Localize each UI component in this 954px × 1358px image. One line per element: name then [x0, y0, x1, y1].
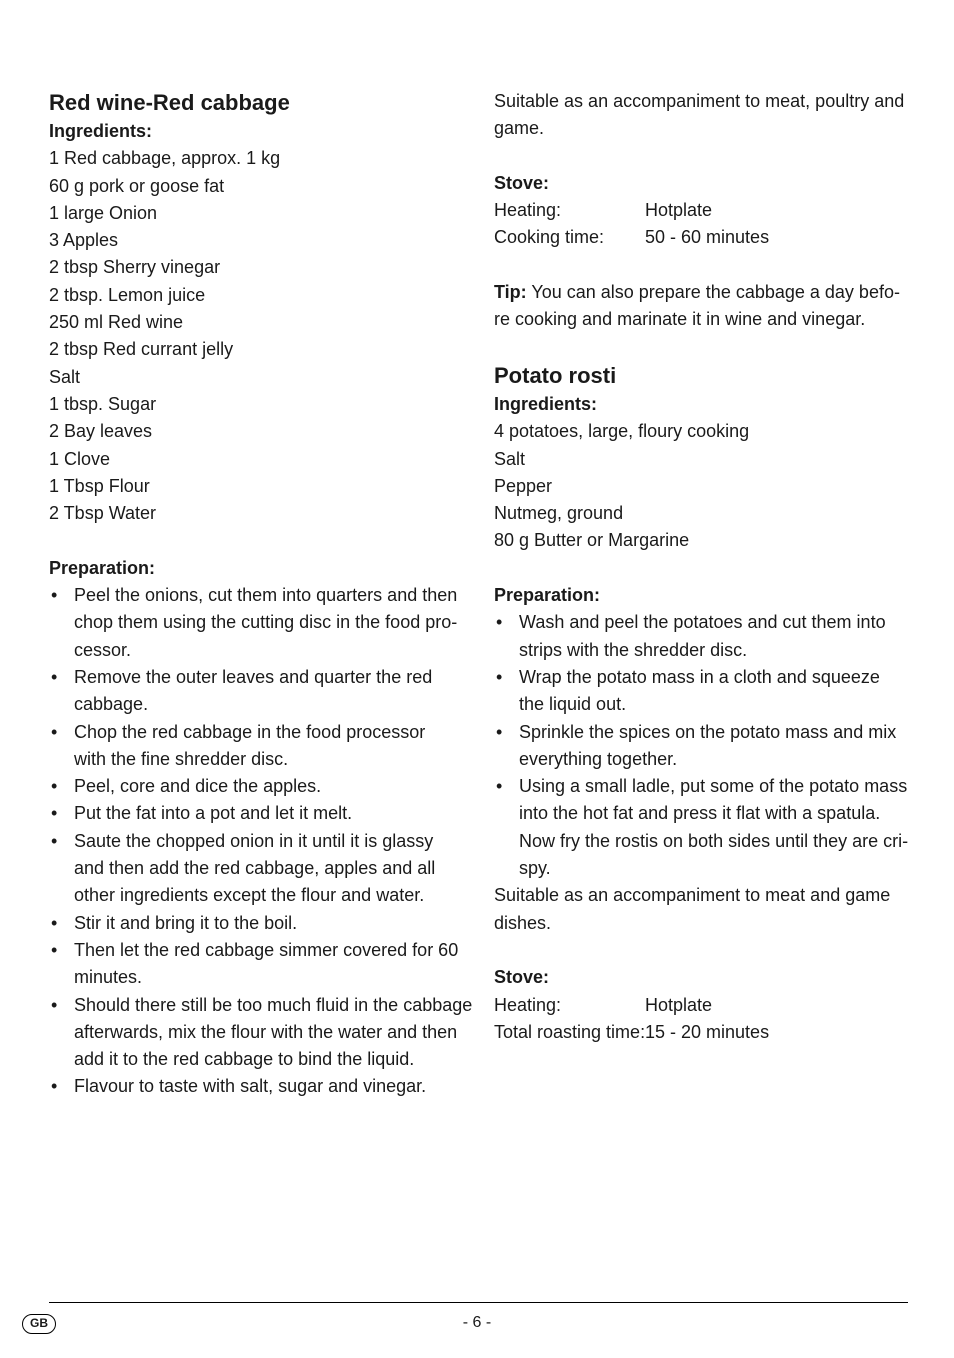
step-text-line: and then add the red cabbage, apples and all: [74, 858, 436, 879]
stove-value: Hotplate: [645, 200, 713, 221]
footer-divider: [49, 1302, 908, 1303]
step-text-line: other ingredients except the flour and water.: [74, 885, 425, 906]
step-text-line: spy.: [519, 858, 551, 879]
right-column: [494, 88, 908, 1046]
step-text-line: minutes.: [74, 967, 143, 988]
ingredient-item: Salt: [494, 448, 526, 469]
ingredient-item: 3 Apples: [49, 230, 119, 251]
ingredient-item: 2 Tbsp Water: [49, 503, 157, 524]
stove-row: [494, 197, 908, 224]
step-text-line: • Sprinkle the spices on the potato mass and mix: [519, 721, 897, 742]
suitable-text-line: Suitable as an accompaniment to meat, poultry and: [494, 91, 905, 111]
list-item: [49, 937, 461, 992]
ingredients-label: Ingredients:: [49, 121, 153, 141]
list-item: [49, 910, 461, 937]
step-text-line: afterwards, mix the flour with the water and then: [74, 1021, 458, 1042]
stove-label: Stove:: [494, 967, 550, 988]
list-item: [494, 664, 908, 719]
ingredient-item: Salt: [49, 366, 81, 387]
list-item: [49, 773, 461, 800]
step-text-line: cabbage.: [74, 694, 149, 715]
stove-key: Total roasting time:: [494, 1021, 646, 1042]
step-text-line: • Should there still be too much fluid in the cabbage: [74, 994, 473, 1015]
step-text-line: with the fine shredder disc.: [74, 748, 289, 769]
step-text-line: everything together.: [519, 748, 678, 769]
stove-key: Cooking time:: [494, 227, 605, 248]
step-text-line: add it to the red cabbage to bind the liquid.: [74, 1049, 415, 1070]
stove-table: [494, 992, 908, 1047]
preparation-label: Preparation:: [49, 557, 156, 578]
list-item: [49, 992, 473, 1074]
list-item: [49, 800, 461, 827]
preparation-label: Preparation:: [494, 585, 601, 606]
suitable-text-line: Suitable as an accompaniment to meat and game: [494, 885, 891, 906]
step-text-line: • Put the fat into a pot and let it melt.: [74, 803, 353, 824]
ingredient-item: 4 potatoes, large, floury cooking: [494, 421, 750, 442]
list-item: [49, 582, 461, 664]
ingredient-item: 1 Clove: [49, 448, 111, 469]
ingredient-item: Nutmeg, ground: [494, 503, 624, 524]
step-text-line: cessor.: [74, 639, 132, 660]
step-text-line: • Wrap the potato mass in a cloth and squeeze: [519, 666, 880, 687]
preparation-steps: [494, 609, 908, 882]
list-item: [49, 719, 461, 774]
step-text-line: the liquid out.: [519, 694, 627, 715]
language-badge: GB: [22, 1314, 56, 1334]
step-text-line: Now fry the rostis on both sides until they are cri-: [519, 830, 909, 851]
ingredient-item: 1 Tbsp Flour: [49, 475, 150, 496]
step-text-line: into the hot fat and press it flat with a spatula.: [519, 803, 881, 824]
stove-value: 15 - 20 minutes: [645, 1021, 770, 1042]
step-text-line: • Peel, core and dice the apples.: [74, 776, 322, 797]
step-text-line: chop them using the cutting disc in the food pro-: [74, 612, 458, 633]
stove-row: [494, 992, 908, 1019]
step-text-line: • Remove the outer leaves and quarter the red: [74, 666, 433, 687]
preparation-steps: [49, 582, 473, 1101]
page-number: - 6 -: [462, 1314, 492, 1331]
tip-paragraph: [494, 279, 908, 334]
list-item: [494, 609, 908, 664]
suitable-note: [494, 882, 908, 937]
stove-label: Stove:: [494, 172, 550, 193]
recipe-title-red-cabbage: Red wine-Red cabbage: [49, 90, 290, 115]
tip-text-line: re cooking and marinate it in wine and vinegar.: [494, 309, 866, 330]
step-text-line: • Flavour to taste with salt, sugar and vinegar.: [74, 1076, 427, 1097]
step-text-line: • Using a small ladle, put some of the potato mass: [519, 776, 908, 797]
ingredient-item: 2 tbsp Sherry vinegar: [49, 257, 221, 278]
stove-key: Heating:: [494, 200, 562, 221]
ingredient-item: 80 g Butter or Margarine: [494, 530, 690, 551]
stove-row: [494, 224, 908, 251]
tip-label: Tip:: [494, 282, 527, 303]
suitable-text-line: dishes.: [494, 912, 552, 933]
step-text-line: • Saute the chopped onion in it until it is glassy: [74, 830, 434, 851]
stove-key: Heating:: [494, 994, 562, 1015]
stove-value: 50 - 60 minutes: [645, 227, 770, 248]
ingredient-item: 1 large Onion: [49, 202, 158, 223]
step-text-line: • Then let the red cabbage simmer covered for 60: [74, 939, 459, 960]
recipe-title-potato-rosti: Potato rosti: [494, 362, 617, 388]
tip-text-line: You can also prepare the cabbage a day befo-: [526, 282, 900, 303]
ingredient-item: 2 Bay leaves: [49, 421, 153, 442]
suitable-text-line: game.: [494, 118, 545, 139]
step-text-line: • Chop the red cabbage in the food processor: [74, 721, 426, 742]
step-text-line: • Wash and peel the potatoes and cut them into: [519, 612, 886, 633]
ingredient-item: 1 Red cabbage, approx. 1 kg: [49, 148, 281, 169]
stove-table: [494, 197, 908, 252]
ingredient-item: 250 ml Red wine: [49, 312, 184, 333]
step-text-line: • Peel the onions, cut them into quarters and then: [74, 585, 458, 606]
ingredient-item: 2 tbsp. Lemon juice: [49, 284, 206, 305]
suitable-note: [494, 88, 908, 143]
list-item: [49, 828, 461, 910]
ingredient-item: 60 g pork or goose fat: [49, 175, 225, 196]
ingredients-label: Ingredients:: [494, 393, 598, 414]
ingredients-list: [49, 145, 461, 527]
ingredient-item: 2 tbsp Red currant jelly: [49, 339, 234, 360]
left-column: [49, 88, 473, 1101]
list-item: [49, 664, 461, 719]
stove-row: [494, 1019, 908, 1046]
list-item: [494, 773, 908, 882]
list-item: [494, 719, 908, 774]
list-item: [49, 1073, 461, 1100]
ingredient-item: 1 tbsp. Sugar: [49, 393, 157, 414]
step-text-line: strips with the shredder disc.: [519, 639, 748, 660]
ingredients-list: [494, 418, 908, 554]
stove-value: Hotplate: [645, 994, 713, 1015]
step-text-line: • Stir it and bring it to the boil.: [74, 912, 298, 933]
ingredient-item: Pepper: [494, 475, 553, 496]
